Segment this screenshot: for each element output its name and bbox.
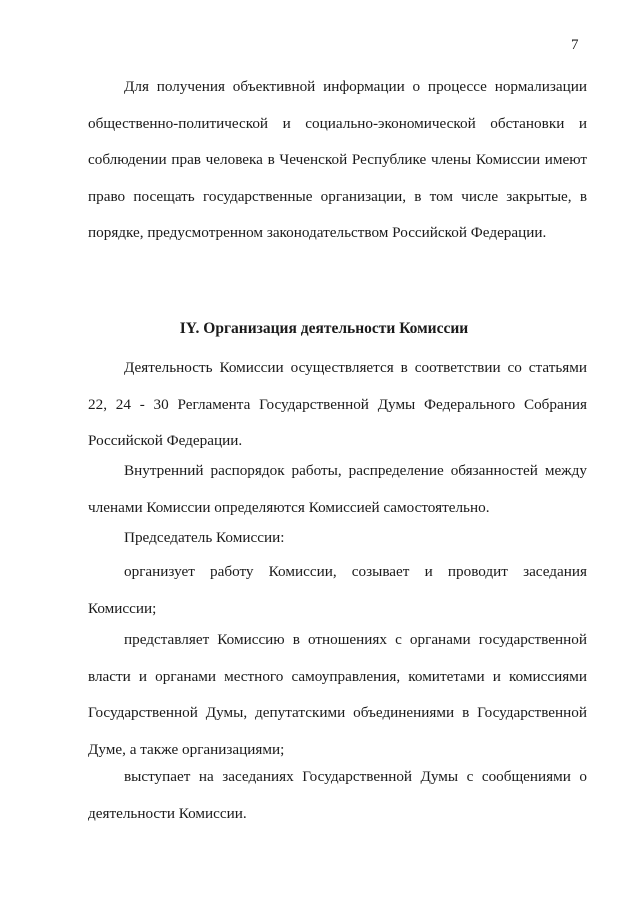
page-number: 7 xyxy=(571,37,579,53)
paragraph-speaks-at-sessions: выступает на заседаниях Государственной Думы с сообщениями о деятельности Комиссии. xyxy=(88,768,587,822)
paragraph-activity-basis: Деятельность Комиссии осуществляется в соответствии со статьями 22, 24 - 30 Регламента Государственной Думы Федерального Собрания Российской Федерации. xyxy=(88,359,587,450)
paragraph-represents-commission: представляет Комиссию в отношениях с органами государственной власти и органами местного самоуправления, комитетами и комиссиями Государственной Думы, депутатскими объединениями в Государственной Думе, а также организациями; xyxy=(88,631,587,758)
section-heading: IY. Организация деятельности Комиссии xyxy=(179,320,469,337)
paragraph-internal-order: Внутренний распорядок работы, распределение обязанностей между членами Комиссии определяются Комиссией самостоятельно. xyxy=(88,462,587,516)
paragraph-chairman-label: Председатель Комиссии: xyxy=(124,529,285,546)
paragraph-organizes-work: организует работу Комиссии, созывает и проводит заседания Комиссии; xyxy=(88,563,587,617)
paragraph-visit-rights: Для получения объективной информации о процессе нормализации общественно-политической и социально-экономической обстановки и соблюдении прав человека в Чеченской Республике члены Комиссии имеют право посещать государственные организации, в том числе закрытые, в порядке, предусмотренном законодательством Российской Федерации. xyxy=(88,78,587,242)
